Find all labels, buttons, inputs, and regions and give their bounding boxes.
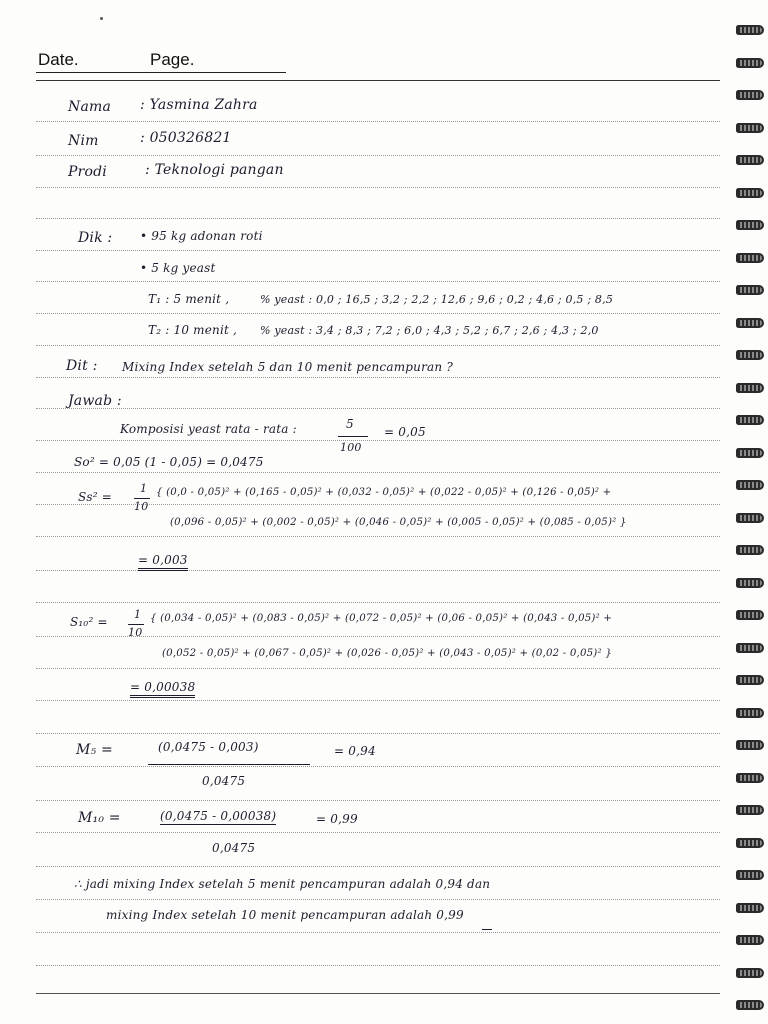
jawab-label: Jawab :: [68, 393, 122, 409]
ruled-line: [36, 187, 720, 188]
spiral-loop: [736, 22, 764, 36]
spiral-loop: [736, 510, 764, 524]
ruled-line: [36, 700, 720, 701]
spiral-loop: [736, 672, 764, 686]
ruled-line: [36, 832, 720, 833]
m10-numerator: [160, 809, 276, 823]
ruled-line: [36, 155, 720, 156]
dit-question: Mixing Index setelah 5 dan 10 menit pencampuran ?: [122, 360, 453, 374]
ruled-line: [36, 440, 720, 441]
s102-frac-denominator: 10: [128, 626, 143, 639]
m5-label: M₅ =: [76, 742, 113, 758]
spiral-wire: [736, 188, 764, 198]
komposisi-result: = 0,05: [384, 425, 426, 439]
conclusion-line2: mixing Index setelah 10 menit pencampuran adalah 0,99: [106, 908, 464, 922]
ss2-result-value: = 0,003: [138, 553, 188, 571]
ruled-line: [36, 250, 720, 251]
spiral-wire: [736, 935, 764, 945]
spiral-wire: [736, 643, 764, 653]
s102-fraction-line: [128, 624, 144, 625]
ruled-line: [36, 121, 720, 122]
m5-result: = 0,94: [334, 744, 376, 758]
spiral-wire: [736, 253, 764, 263]
spiral-loop: [736, 542, 764, 556]
spiral-wire: [736, 285, 764, 295]
page-label: Page.: [150, 50, 195, 69]
m10-label: M₁₀ =: [78, 810, 121, 826]
m10-result: = 0,99: [316, 812, 358, 826]
spiral-loop: [736, 87, 764, 101]
spiral-loop: [736, 217, 764, 231]
spiral-loop: [736, 932, 764, 946]
spiral-loop: [736, 737, 764, 751]
prodi-value: : Teknologi pangan: [145, 162, 284, 178]
s102-result-value: = 0,00038: [130, 680, 195, 698]
spiral-wire: [736, 805, 764, 815]
ruled-line: [36, 733, 720, 734]
spiral-loop: [736, 412, 764, 426]
paper-speck: [100, 17, 103, 20]
spiral-loop: [736, 250, 764, 264]
spiral-loop: [736, 152, 764, 166]
ss2-sum-line1: { (0,0 - 0,05)² + (0,165 - 0,05)² + (0,032 - 0,05)² + (0,022 - 0,05)² + (0,126 - 0,05)² +: [156, 487, 612, 498]
komposisi-text: Komposisi yeast rata - rata :: [120, 422, 297, 436]
dik-label: Dik :: [78, 230, 113, 246]
nim-label: Nim: [68, 133, 99, 149]
spiral-loop: [736, 55, 764, 69]
ruled-line: [36, 536, 720, 537]
spiral-wire: [736, 58, 764, 68]
ruled-line: [36, 932, 720, 933]
s102-label: S₁₀² =: [70, 615, 108, 629]
spiral-loop: [736, 965, 764, 979]
spiral-loop: [736, 380, 764, 394]
nama-label: Nama: [68, 99, 112, 115]
ss2-frac-numerator: 1: [140, 482, 148, 495]
ruled-line: [36, 800, 720, 801]
ruled-line: [36, 472, 720, 473]
conclusion-underline: [482, 929, 492, 930]
ruled-line: [36, 965, 720, 966]
bottom-rule: [36, 993, 720, 994]
spiral-loop: [736, 477, 764, 491]
ss2-sum-line2: (0,096 - 0,05)² + (0,002 - 0,05)² + (0,046 - 0,05)² + (0,005 - 0,05)² + (0,085 - 0,05)² }: [170, 517, 627, 528]
spiral-loop: [736, 705, 764, 719]
conclusion-line1: ∴ jadi mixing Index setelah 5 menit pencampuran adalah 0,94 dan: [74, 877, 491, 891]
spiral-loop: [736, 185, 764, 199]
m5-numerator: (0,0475 - 0,003): [158, 740, 259, 754]
ruled-line: [36, 408, 720, 409]
m5-fraction-line: [148, 764, 310, 765]
ss2-label: Ss² =: [78, 490, 113, 504]
spiral-loop: [736, 770, 764, 784]
spiral-wire: [736, 318, 764, 328]
ruled-line: [36, 899, 720, 900]
spiral-wire: [736, 513, 764, 523]
s102-sum-line2: (0,052 - 0,05)² + (0,067 - 0,05)² + (0,026 - 0,05)² + (0,043 - 0,05)² + (0,02 - 0,05)² }: [162, 648, 612, 659]
header-underline: [36, 72, 286, 73]
t2-label: T₂ : 10 menit ,: [148, 323, 238, 337]
ss2-fraction-line: [134, 498, 150, 499]
ss2-result: [138, 553, 188, 567]
spiral-loop: [736, 315, 764, 329]
komposisi-fraction-line: [338, 436, 368, 437]
spiral-wire: [736, 773, 764, 783]
spiral-wire: [736, 708, 764, 718]
ruled-line: [36, 377, 720, 378]
so2-equation: So² = 0,05 (1 - 0,05) = 0,0475: [74, 455, 264, 469]
ruled-line: [36, 766, 720, 767]
nim-value: : 050326821: [140, 130, 232, 146]
spiral-loop: [736, 282, 764, 296]
ruled-line: [36, 866, 720, 867]
spiral-loop: [736, 347, 764, 361]
t2-values: % yeast : 3,4 ; 8,3 ; 7,2 ; 6,0 ; 4,3 ; 5,2 ; 6,7 ; 2,6 ; 4,3 ; 2,0: [260, 324, 599, 337]
spiral-loop: [736, 640, 764, 654]
spiral-loop: [736, 802, 764, 816]
spiral-wire: [736, 25, 764, 35]
spiral-wire: [736, 903, 764, 913]
ruled-line: [36, 345, 720, 346]
m10-numerator-text: (0,0475 - 0,00038): [160, 809, 277, 823]
dik-item-adonan: • 95 kg adonan roti: [140, 229, 263, 243]
spiral-wire: [736, 1000, 764, 1010]
spiral-wire: [736, 480, 764, 490]
ruled-line: [36, 668, 720, 669]
spiral-loop: [736, 607, 764, 621]
nama-value: : Yasmina Zahra: [140, 97, 258, 113]
ruled-line: [36, 281, 720, 282]
spiral-wire: [736, 545, 764, 555]
spiral-loop: [736, 867, 764, 881]
spiral-loop: [736, 997, 764, 1011]
spiral-wire: [736, 675, 764, 685]
header-rule: [36, 80, 720, 81]
ss2-frac-denominator: 10: [134, 500, 149, 513]
spiral-wire: [736, 870, 764, 880]
s102-result: [130, 680, 195, 694]
spiral-wire: [736, 123, 764, 133]
spiral-wire: [736, 415, 764, 425]
spiral-loop: [736, 835, 764, 849]
spiral-wire: [736, 383, 764, 393]
m5-denominator: 0,0475: [202, 774, 246, 788]
s102-sum-line1: { (0,034 - 0,05)² + (0,083 - 0,05)² + (0,072 - 0,05)² + (0,06 - 0,05)² + (0,043 - 0,05)² +: [150, 613, 613, 624]
spiral-wire: [736, 90, 764, 100]
t1-values: % yeast : 0,0 ; 16,5 ; 3,2 ; 2,2 ; 12,6 ; 9,6 ; 0,2 ; 4,6 ; 0,5 ; 8,5: [260, 293, 614, 306]
dit-label: Dit :: [66, 358, 98, 374]
dik-item-yeast: • 5 kg yeast: [140, 261, 216, 275]
spiral-loop: [736, 120, 764, 134]
t1-label: T₁ : 5 menit ,: [148, 292, 230, 306]
date-label: Date.: [38, 50, 79, 69]
spiral-wire: [736, 155, 764, 165]
komposisi-numerator: 5: [346, 417, 354, 431]
s102-frac-numerator: 1: [134, 608, 142, 621]
spiral-loop: [736, 575, 764, 589]
ruled-line: [36, 218, 720, 219]
spiral-wire: [736, 740, 764, 750]
spiral-wire: [736, 350, 764, 360]
spiral-wire: [736, 448, 764, 458]
prodi-label: Prodi: [68, 164, 107, 180]
spiral-wire: [736, 578, 764, 588]
spiral-loop: [736, 445, 764, 459]
spiral-loop: [736, 900, 764, 914]
m10-denominator: 0,0475: [212, 841, 256, 855]
spiral-wire: [736, 610, 764, 620]
ruled-line: [36, 313, 720, 314]
spiral-wire: [736, 968, 764, 978]
komposisi-denominator: 100: [340, 441, 362, 454]
spiral-wire: [736, 220, 764, 230]
spiral-wire: [736, 838, 764, 848]
ruled-line: [36, 602, 720, 603]
